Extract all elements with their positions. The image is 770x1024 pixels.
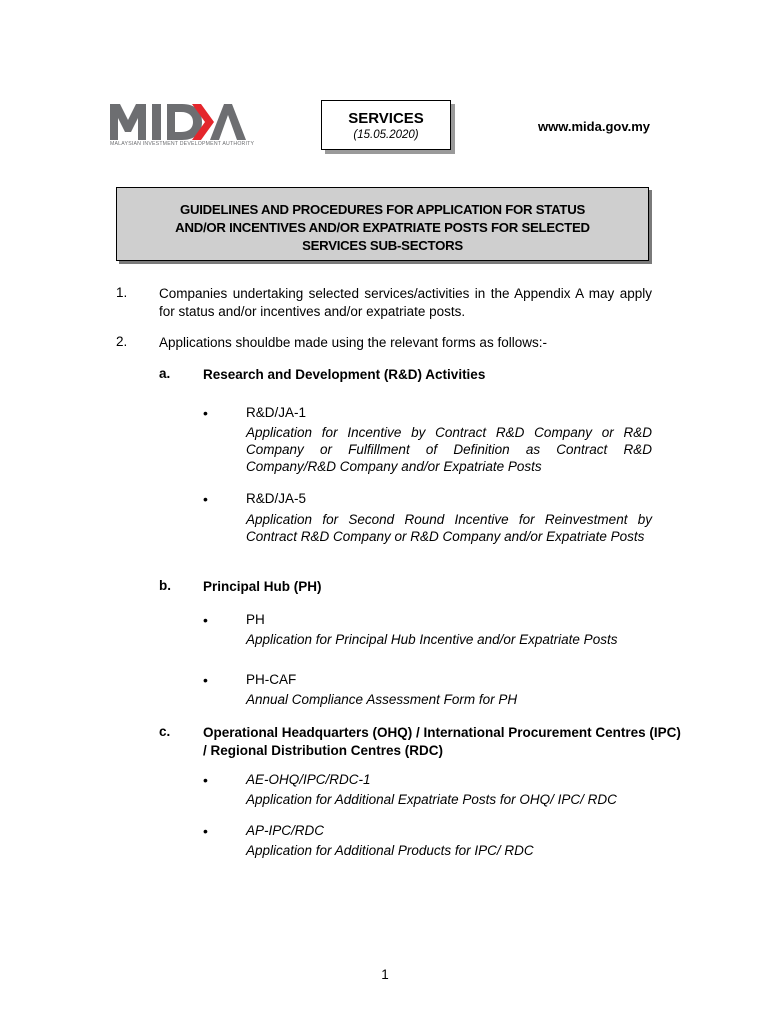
bullet-c-2: • (203, 823, 208, 839)
form-desc-ap-ipc: Application for Additional Products for IPC/ RDC (246, 843, 534, 858)
form-desc-ph-caf: Annual Compliance Assessment Form for PH (246, 692, 518, 707)
form-code-ap-ipc: AP-IPC/RDC (246, 823, 325, 838)
form-desc-rd-ja-1: Application for Incentive by Contract R&D Company or R&D Company or Fulfillment of Definition as Contract R&D Company/R&D Company and/or Expatriate Posts (246, 425, 652, 474)
paragraph-2-text: Applications shouldbe made using the relevant forms as follows:- (159, 335, 547, 350)
paragraph-2-number: 2. (116, 334, 128, 349)
section-a-letter: a. (159, 366, 171, 381)
services-date: (15.05.2020) (353, 129, 419, 141)
bullet-b-2: • (203, 672, 208, 688)
bullet-c-1: • (203, 772, 208, 788)
section-b-title: Principal Hub (PH) (203, 579, 322, 594)
document-title (117, 201, 648, 255)
bullet-a-2: • (203, 491, 208, 507)
mida-logo-graphic (108, 100, 248, 144)
section-c-title: Operational Headquarters (OHQ) / International Procurement Centres (IPC) / Regional Distribution Centres (RDC) (203, 725, 681, 758)
form-code-ph: PH (246, 612, 265, 627)
form-code-rd-ja-1: R&D/JA-1 (246, 405, 307, 420)
mida-logo (108, 100, 248, 156)
section-a-title: Research and Development (R&D) Activities (203, 367, 486, 382)
section-b-letter: b. (159, 578, 171, 593)
bullet-a-1: • (203, 405, 208, 421)
form-desc-ph: Application for Principal Hub Incentive and/or Expatriate Posts (246, 632, 618, 647)
logo-subtitle: MALAYSIAN INVESTMENT DEVELOPMENT AUTHORITY (110, 141, 255, 147)
title-line-3: SERVICES SUB-SECTORS (302, 238, 463, 253)
form-desc-rd-ja-5: Application for Second Round Incentive for Reinvestment by Contract R&D Company or R&D Company and/or Expatriate Posts (246, 512, 652, 544)
form-code-ph-caf: PH-CAF (246, 672, 297, 687)
website-url[interactable]: www.mida.gov.my (538, 119, 650, 134)
form-code-ae-ohq: AE-OHQ/IPC/RDC-1 (246, 772, 371, 787)
page-number: 1 (381, 967, 389, 982)
title-line-2: AND/OR INCENTIVES AND/OR EXPATRIATE POSTS FOR SELECTED (175, 220, 590, 235)
services-box (321, 100, 451, 150)
services-title: SERVICES (348, 110, 424, 127)
section-c-letter: c. (159, 724, 171, 739)
paragraph-1-text: Companies undertaking selected services/activities in the Appendix A may apply for status and/or incentives and/or expatriate posts. (159, 286, 652, 319)
form-desc-ae-ohq: Application for Additional Expatriate Posts for OHQ/ IPC/ RDC (246, 792, 617, 807)
title-banner (116, 187, 649, 261)
paragraph-1-number: 1. (116, 285, 128, 300)
bullet-b-1: • (203, 612, 208, 628)
form-code-rd-ja-5: R&D/JA-5 (246, 491, 307, 506)
title-line-1: GUIDELINES AND PROCEDURES FOR APPLICATION FOR STATUS (179, 202, 586, 217)
